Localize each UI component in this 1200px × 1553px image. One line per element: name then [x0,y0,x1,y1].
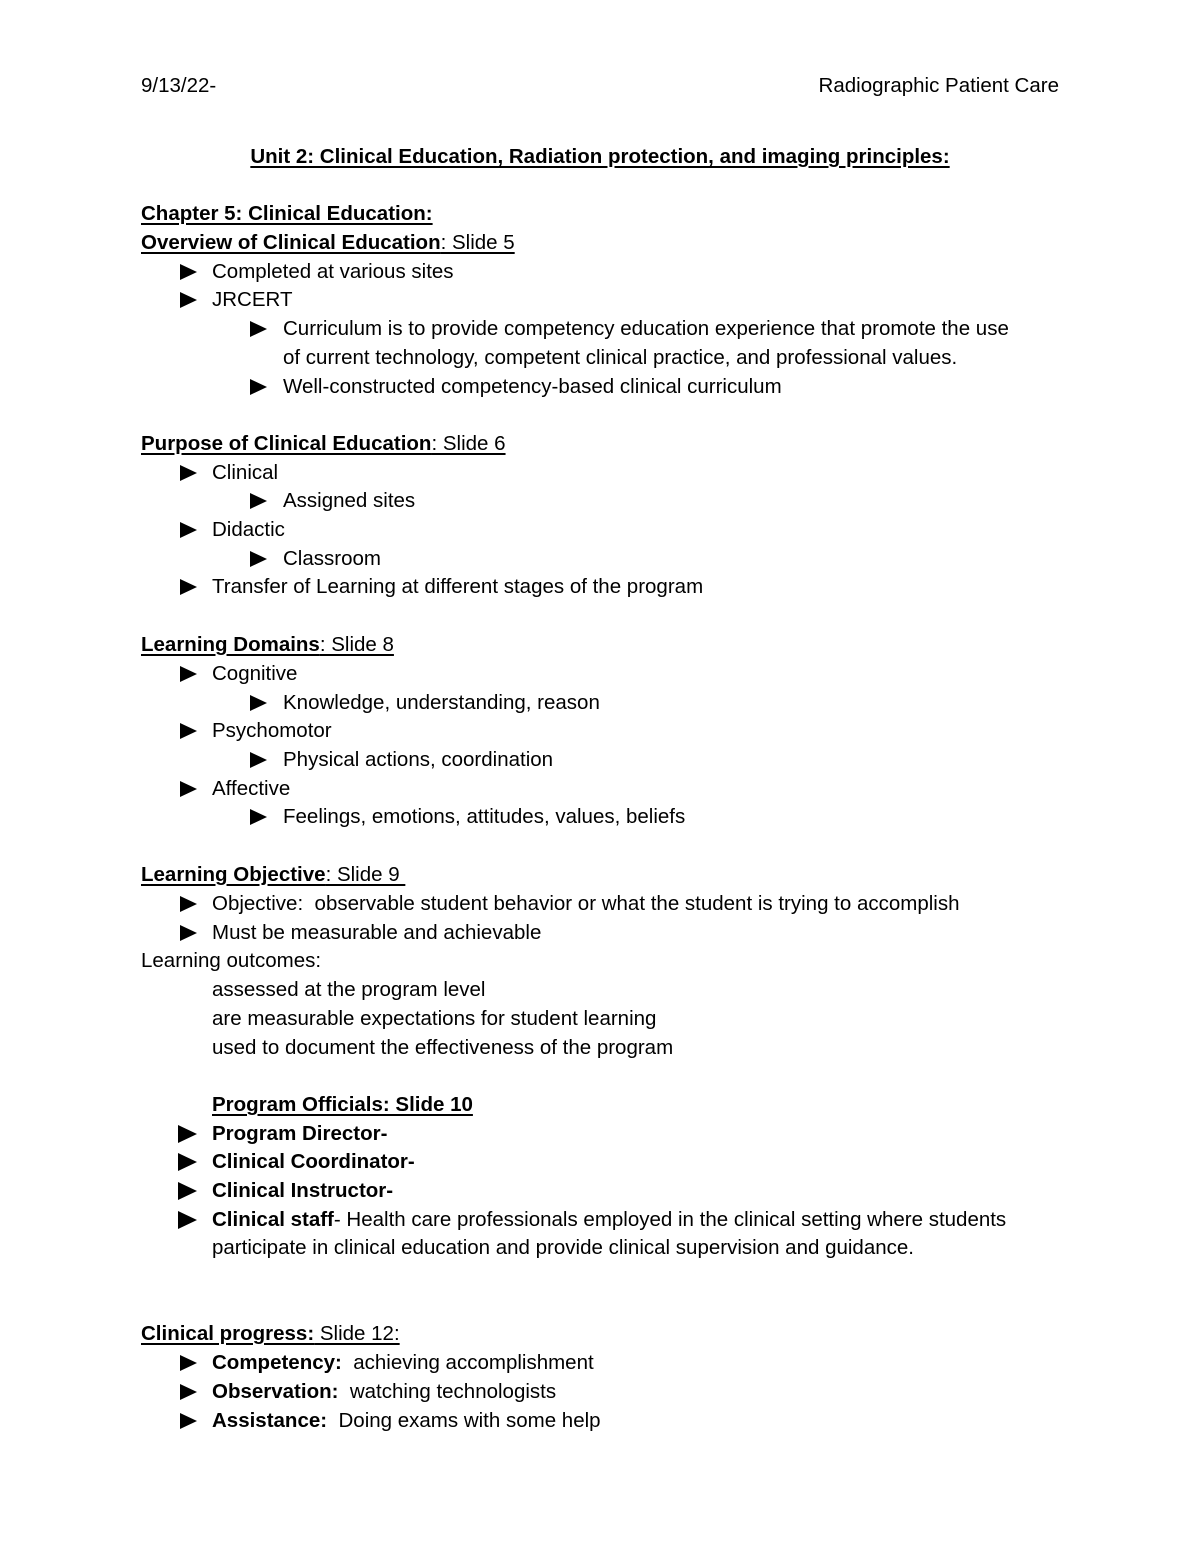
bullet-arrow-icon [250,695,267,711]
bullet-arrow-icon [180,1413,197,1429]
list-item: Objective: observable student behavior or what the student is trying to accomplish [212,892,960,915]
bullet-arrow-icon [180,666,197,682]
list-item: Affective [212,777,291,800]
bullet-arrow-icon [250,321,267,337]
list-item: Classroom [283,547,381,570]
list-item: Competency: achieving accomplishment [212,1351,594,1374]
bullet-arrow-icon [180,465,197,481]
list-item: Psychomotor [212,719,332,742]
bullet-arrow-icon [250,379,267,395]
bullet-arrow-icon [250,809,267,825]
list-item: Knowledge, understanding, reason [283,691,600,714]
list-item: Well-constructed competency-based clinical curriculum [283,375,782,398]
bullet-arrow-icon [180,522,197,538]
list-item: Curriculum is to provide competency education experience that promote the use [283,317,1009,340]
list-item: Must be measurable and achievable [212,921,542,944]
bullet-arrow-icon [180,579,197,595]
bullet-arrow-icon [180,925,197,941]
bullet-arrow-icon [180,1384,197,1400]
list-item: Assistance: Doing exams with some help [212,1409,601,1432]
bullet-arrow-icon [178,1211,197,1229]
unit-title: Unit 2: Clinical Education, Radiation protection, and imaging principles: [250,145,950,168]
bullet-arrow-icon [180,1355,197,1371]
list-item: Cognitive [212,662,298,685]
section-heading-domains: Learning Domains: Slide 8 [141,633,394,656]
list-item: Clinical staff- Health care professionals employed in the clinical setting where students [212,1208,1007,1231]
list-item-continuation: participate in clinical education and provide clinical supervision and guidance. [212,1236,914,1259]
section-heading-objective: Learning Objective: Slide 9 [141,863,406,886]
section-heading-officials: Program Officials: Slide 10 [212,1093,473,1116]
header-course: Radiographic Patient Care [818,74,1059,97]
bullet-arrow-icon [250,551,267,567]
bullet-arrow-icon [180,781,197,797]
list-item: Clinical [212,461,279,484]
section-heading-purpose: Purpose of Clinical Education: Slide 6 [141,432,506,455]
bullet-arrow-icon [250,493,267,509]
section-heading-progress: Clinical progress: Slide 12: [141,1322,400,1345]
bullet-arrow-icon [180,723,197,739]
list-item: Physical actions, coordination [283,748,554,771]
outcomes-label: Learning outcomes: [141,949,322,972]
bullet-arrow-icon [178,1153,197,1171]
list-item: assessed at the program level [212,978,486,1001]
list-item: JRCERT [212,288,293,311]
list-item: Clinical Coordinator- [212,1150,415,1173]
list-item: Feelings, emotions, attitudes, values, beliefs [283,805,686,828]
section-heading-overview: Overview of Clinical Education: Slide 5 [141,231,515,254]
list-item: Didactic [212,518,285,541]
chapter-title: Chapter 5: Clinical Education: [141,202,433,225]
bullet-arrow-icon [180,264,197,280]
list-item-continuation: of current technology, competent clinical practice, and professional values. [283,346,958,369]
list-item: Observation: watching technologists [212,1380,557,1403]
bullet-arrow-icon [180,896,197,912]
header-date: 9/13/22- [141,74,217,97]
list-item: Transfer of Learning at different stages of the program [212,575,704,598]
list-item: Clinical Instructor- [212,1179,394,1202]
bullet-arrow-icon [178,1125,197,1143]
list-item: are measurable expectations for student learning [212,1007,657,1030]
list-item: Completed at various sites [212,260,454,283]
list-item: used to document the effectiveness of the program [212,1036,674,1059]
list-item: Program Director- [212,1122,388,1145]
bullet-arrow-icon [250,752,267,768]
bullet-arrow-icon [178,1182,197,1200]
bullet-arrow-icon [180,292,197,308]
list-item: Assigned sites [283,489,416,512]
